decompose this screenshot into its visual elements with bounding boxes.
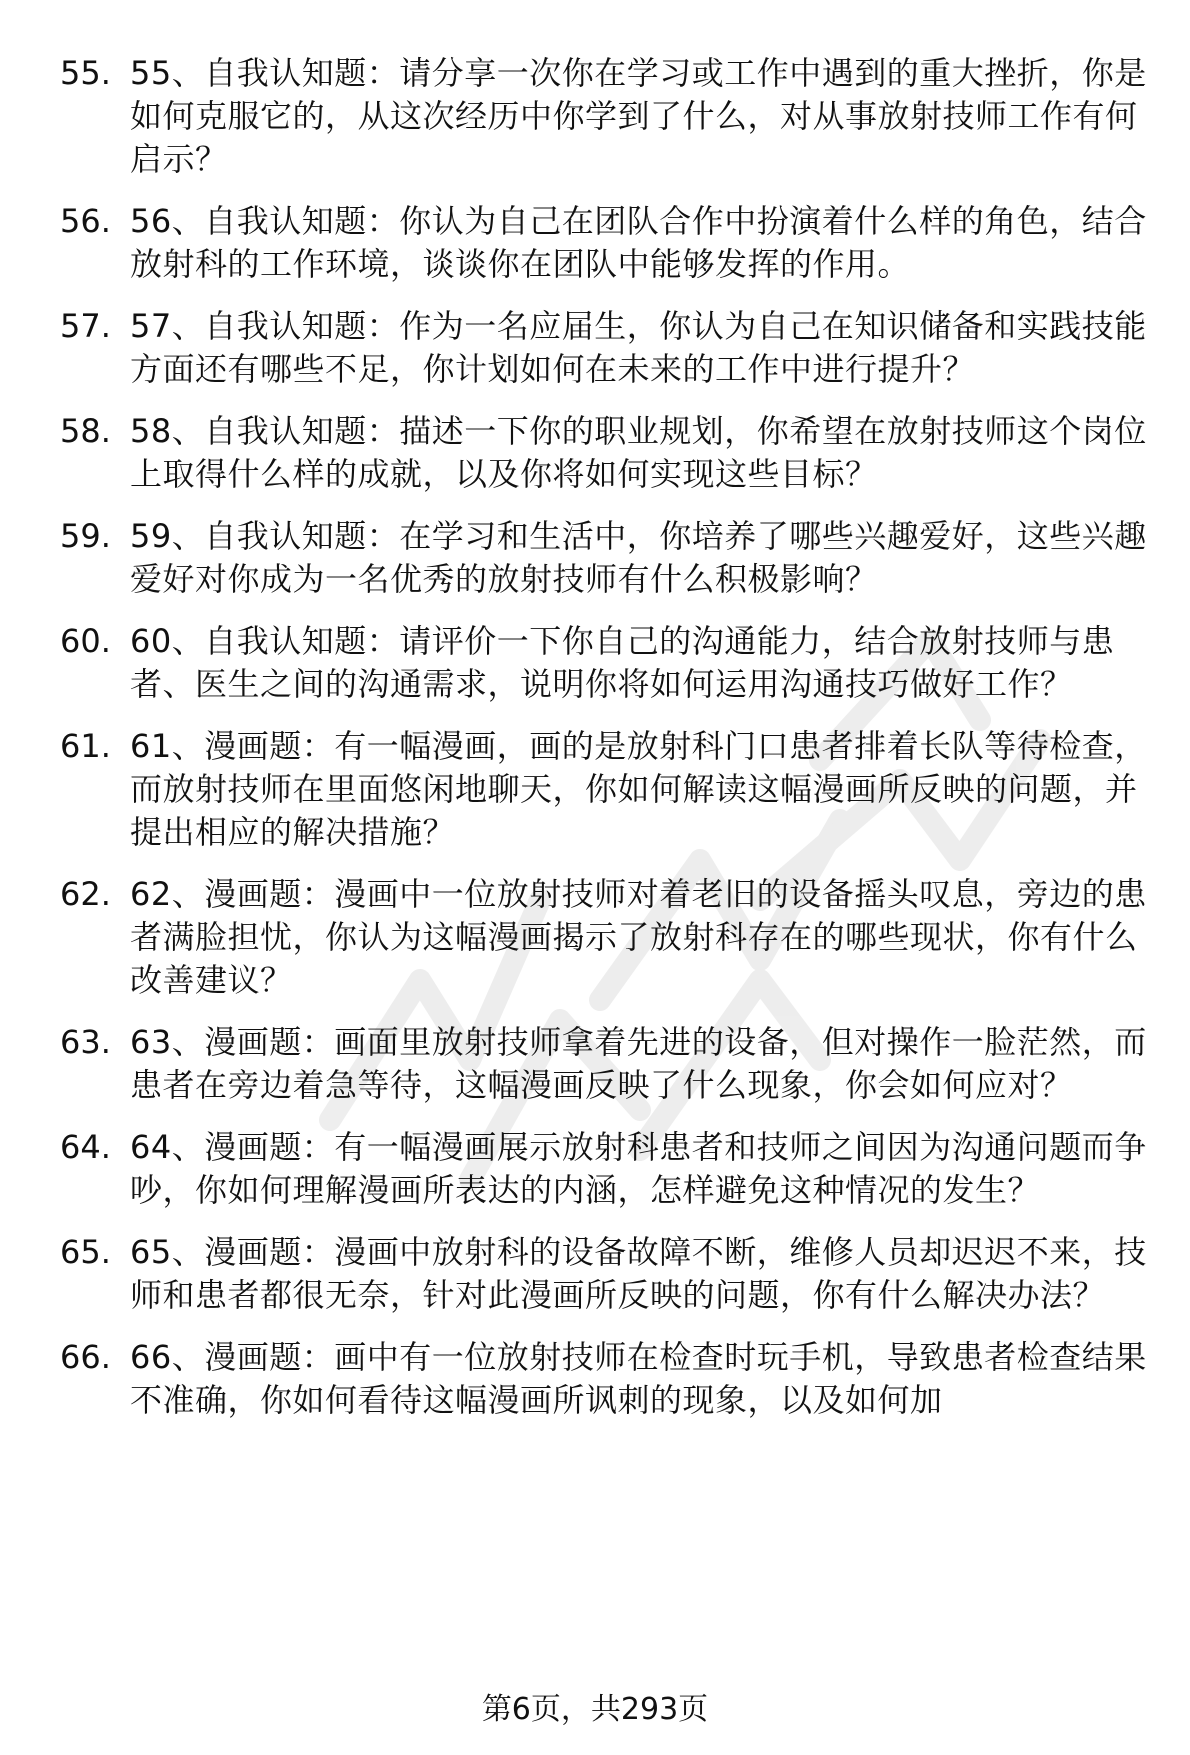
question-number: 66. (60, 1338, 111, 1376)
question-number: 65. (60, 1233, 111, 1271)
question-list (60, 52, 1160, 1422)
document-body (60, 52, 1160, 1441)
question-number: 55. (60, 54, 111, 92)
question-item-64 (60, 1126, 1160, 1212)
question-item-55 (60, 52, 1160, 181)
question-text: 61、漫画题：有一幅漫画，画的是放射科门口患者排着长队等待检查，而放射技师在里面悠闲地聊天，你如何解读这幅漫画所反映的问题，并提出相应的解决措施？ (130, 727, 1147, 851)
question-number: 64. (60, 1128, 111, 1166)
page-footer: 第6页，共293页 (481, 1692, 709, 1727)
question-text: 63、漫画题：画面里放射技师拿着先进的设备，但对操作一脸茫然，而患者在旁边着急等待，这幅漫画反映了什么现象，你会如何应对？ (130, 1023, 1147, 1104)
question-item-57 (60, 305, 1160, 391)
question-item-62 (60, 873, 1160, 1002)
question-text: 66、漫画题：画中有一位放射技师在检查时玩手机，导致患者检查结果不准确，你如何看待这幅漫画所讽刺的现象，以及如何加 (130, 1338, 1147, 1419)
question-item-56 (60, 200, 1160, 286)
question-text: 59、自我认知题：在学习和生活中，你培养了哪些兴趣爱好，这些兴趣爱好对你成为一名优秀的放射技师有什么积极影响？ (130, 517, 1147, 598)
question-text: 55、自我认知题：请分享一次你在学习或工作中遇到的重大挫折，你是如何克服它的，从这次经历中你学到了什么，对从事放射技师工作有何启示？ (130, 54, 1147, 178)
question-item-60 (60, 620, 1160, 706)
question-number: 62. (60, 875, 111, 913)
question-text: 65、漫画题：漫画中放射科的设备故障不断，维修人员却迟迟不来，技师和患者都很无奈，针对此漫画所反映的问题，你有什么解决办法？ (130, 1233, 1147, 1314)
question-number: 60. (60, 622, 111, 660)
question-number: 63. (60, 1023, 111, 1061)
question-number: 61. (60, 727, 111, 765)
question-text: 62、漫画题：漫画中一位放射技师对着老旧的设备摇头叹息，旁边的患者满脸担忧，你认为这幅漫画揭示了放射科存在的哪些现状，你有什么改善建议？ (130, 875, 1147, 999)
question-number: 58. (60, 412, 111, 450)
question-number: 57. (60, 307, 111, 345)
question-item-63 (60, 1021, 1160, 1107)
question-number: 56. (60, 202, 111, 240)
question-item-65 (60, 1231, 1160, 1317)
question-text: 57、自我认知题：作为一名应届生，你认为自己在知识储备和实践技能方面还有哪些不足，你计划如何在未来的工作中进行提升？ (130, 307, 1147, 388)
question-text: 64、漫画题：有一幅漫画展示放射科患者和技师之间因为沟通问题而争吵，你如何理解漫画所表达的内涵，怎样避免这种情况的发生？ (130, 1128, 1147, 1209)
question-item-59 (60, 515, 1160, 601)
question-item-61 (60, 725, 1160, 854)
question-item-66 (60, 1336, 1160, 1422)
question-text: 58、自我认知题：描述一下你的职业规划，你希望在放射技师这个岗位上取得什么样的成就，以及你将如何实现这些目标？ (130, 412, 1147, 493)
question-item-58 (60, 410, 1160, 496)
question-text: 60、自我认知题：请评价一下你自己的沟通能力，结合放射技师与患者、医生之间的沟通需求，说明你将如何运用沟通技巧做好工作？ (130, 622, 1115, 703)
question-number: 59. (60, 517, 111, 555)
question-text: 56、自我认知题：你认为自己在团队合作中扮演着什么样的角色，结合放射科的工作环境，谈谈你在团队中能够发挥的作用。 (130, 202, 1147, 283)
